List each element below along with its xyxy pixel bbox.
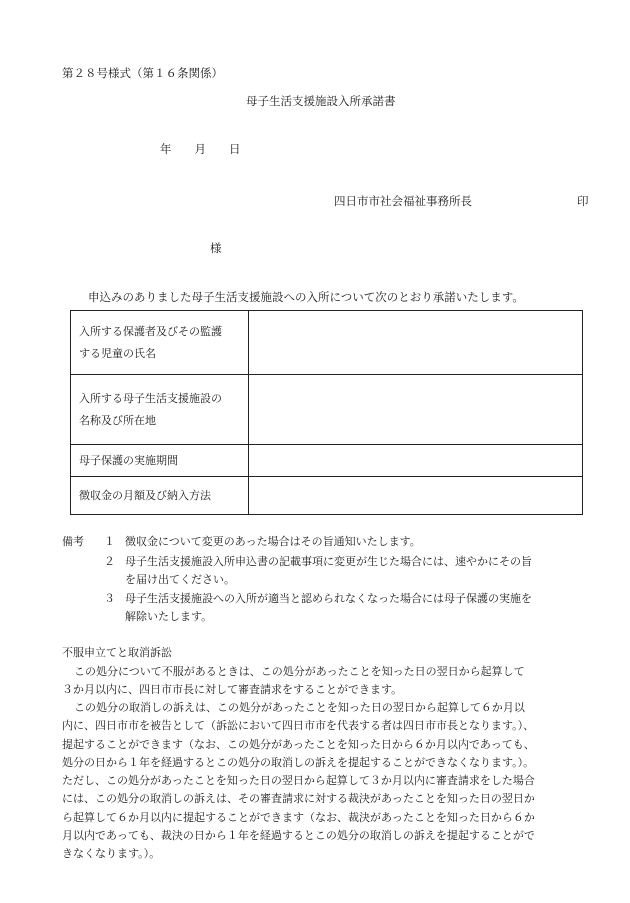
document-title: 母子生活支援施設入所承諾書 bbox=[246, 94, 396, 108]
row-label-line: 母子保護の実施期間 bbox=[79, 453, 178, 467]
objection-line: 処分の日から１年を経過するとこの処分の取消しの訴えを提起することができなくなります。）。 bbox=[62, 756, 535, 769]
remark-number: ２ bbox=[104, 555, 115, 568]
row-label-line: 入所する保護者及びその監護 bbox=[79, 324, 222, 338]
seal-mark: 印 bbox=[577, 194, 589, 208]
row-value bbox=[249, 477, 583, 515]
remark-text: 解除いたします。 bbox=[125, 610, 213, 623]
row-label-line: 徴収金の月額及び納入方法 bbox=[79, 488, 211, 502]
row-value bbox=[249, 311, 583, 375]
remark-number: １ bbox=[104, 535, 115, 548]
remark-text: を届け出てください。 bbox=[125, 573, 235, 586]
approval-table bbox=[70, 310, 583, 515]
row-label bbox=[71, 311, 249, 375]
table-row bbox=[71, 445, 583, 477]
objection-line: 月以内であっても、裁決の日から１年を経過するとこの処分の取消しの訴えを提起することがで bbox=[62, 829, 535, 842]
objection-heading: 不服申立てと取消訴訟 bbox=[62, 646, 172, 659]
addressee-suffix: 様 bbox=[210, 241, 222, 255]
objection-line: 提起することができます（なお、この処分があったことを知った日から６か月以内であっても、 bbox=[62, 738, 535, 751]
remark-number: ３ bbox=[104, 592, 115, 605]
objection-line: この処分について不服があるときは、この処分があったことを知った日の翌日から起算して bbox=[74, 665, 525, 678]
row-label-line: 入所する母子生活支援施設の bbox=[79, 391, 222, 405]
objection-line: ら起算して６か月以内に提起することができます（なお、裁決があったことを知った日から６か bbox=[62, 811, 535, 824]
objection-line: ３か月以内に、四日市市長に対して審査請求をすることができます。 bbox=[62, 683, 403, 696]
remark-text: 母子生活支援施設への入所が適当と認められなくなった場合には母子保護の実施を bbox=[125, 592, 532, 605]
table-row bbox=[71, 375, 583, 445]
row-label-line: 名称及び所在地 bbox=[79, 413, 156, 427]
row-label-line: する児童の氏名 bbox=[79, 346, 156, 360]
form-number: 第２８号様式（第１６条関係） bbox=[62, 66, 223, 80]
remark-text: 母子生活支援施設入所申込書の記載事項に変更が生じた場合には、速やかにその旨 bbox=[125, 555, 532, 568]
remarks-heading: 備考 bbox=[62, 535, 84, 548]
objection-line: ただし、この処分があったことを知った日の翌日から起算して３か月以内に審査請求をした場合 bbox=[62, 774, 535, 787]
objection-line: この処分の取消しの訴えは、この処分があったことを知った日の翌日から起算して６か月以 bbox=[74, 701, 525, 714]
remark-text: 徴収金について変更のあった場合はその旨通知いたします。 bbox=[125, 535, 421, 548]
row-value bbox=[249, 375, 583, 445]
row-label bbox=[71, 477, 249, 515]
intro-text: 申込みのありました母子生活支援施設への入所について次のとおり承諾いたします。 bbox=[88, 290, 524, 304]
table-row bbox=[71, 477, 583, 515]
date-line: 年 月 日 bbox=[160, 142, 241, 156]
issuer-name: 四日市市社会福祉事務所長 bbox=[334, 194, 472, 208]
objection-line: きなくなります。）。 bbox=[62, 847, 161, 860]
objection-line: には、この処分の取消しの訴えは、その審査請求に対する裁決があったことを知った日の翌日か bbox=[62, 792, 535, 805]
objection-line: 内に、四日市市を被告として（訴訟において四日市市を代表する者は四日市市長となります。）、 bbox=[62, 719, 535, 732]
row-label bbox=[71, 375, 249, 445]
row-label bbox=[71, 445, 249, 477]
table-row bbox=[71, 311, 583, 375]
row-value bbox=[249, 445, 583, 477]
